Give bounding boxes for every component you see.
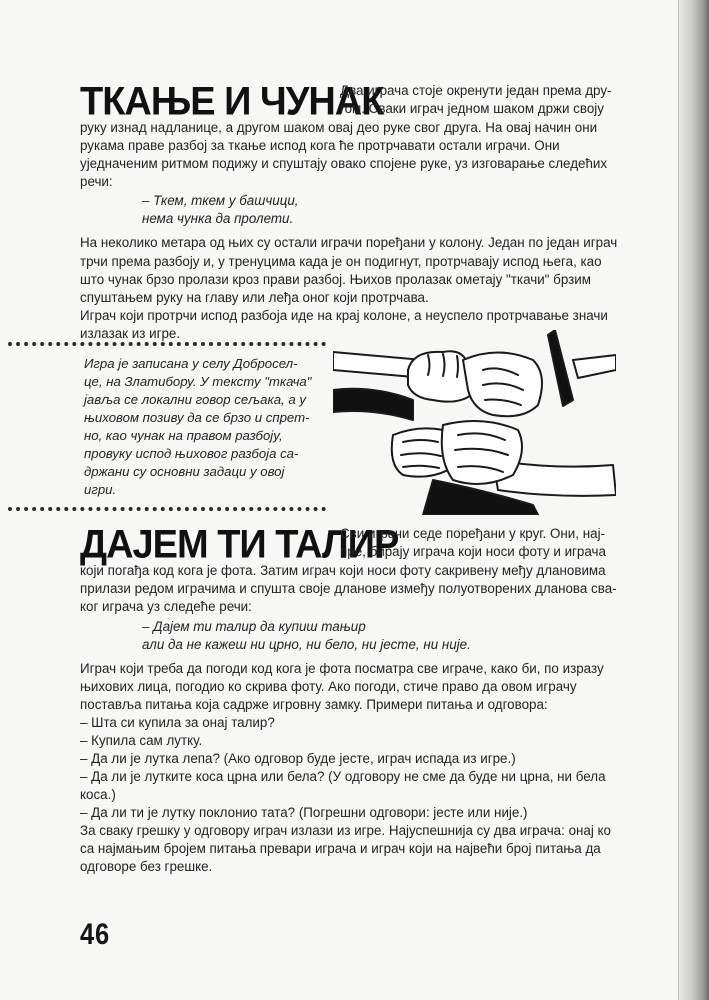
text-line: излазак из игре. (80, 326, 181, 341)
hand-shape (408, 351, 471, 401)
text-line: са најмањим бројем питања превари играча и играч који на највећи број питања да (80, 841, 601, 856)
note-line: но, као чунак на правом разбоју, (84, 428, 283, 443)
section-title-dajem: ДАЈЕМ ТИ ТАЛИР (80, 522, 399, 567)
dotted-divider (8, 342, 326, 346)
text-line: гом. Сваки играч једном шаком држи своју (340, 101, 604, 116)
text-line: пре, бирају играча који носи фоту и играча (340, 544, 606, 559)
note-line: провуку испод њиховог разбоја са- (84, 446, 299, 461)
hand-shape (442, 421, 522, 484)
text-line: трчи према разбоју и, у тренуцима када је он подигнут, протрчавају испод њега, као (80, 254, 602, 269)
verse-line: али да не кажеш ни црно, ни бело, ни јесте, ни није. (142, 637, 471, 652)
text-line: прилази редом играчима и спушта своје дланове између полуотворених дланова сва- (80, 581, 617, 596)
note-line: њиховом позиву да се брзо и спрет- (84, 410, 310, 425)
text-line: На неколико метара од њих су остали играчи поређани у колону. Један по један играч (80, 235, 618, 250)
arm-shape (573, 355, 616, 378)
text-line: спуштањем руку на главу или леђа оног који протрчава. (80, 290, 429, 305)
arm-shape (333, 389, 413, 420)
arm-shape (548, 330, 573, 406)
text-line: речи: (80, 174, 113, 189)
verse-line: нема чунка да пролети. (142, 211, 294, 226)
text-line: рукама праве разбој за ткање испод кога ће протрчавати остали играчи. Они (80, 138, 560, 153)
section-title-tkanje: ТКАЊЕ И ЧУНАК (80, 79, 384, 124)
text-line: уједначеним ритмом подижу и спуштају овако спојене руке, уз изговарање следећих (80, 156, 608, 171)
text-line: руку изнад надланице, а другом шаком овај део руке свог друга. На овај начин они (80, 120, 598, 135)
text-line: њихових лица, погодио ко скрива фоту. Ако погоди, стиче право да овом играчу (80, 679, 577, 694)
text-line: Играч који треба да погоди код кога је фота посматра све играче, како би, по изразу (80, 661, 604, 676)
text-line: што чунак брзо пролази кроз прави разбој. Њихов пролазак ометају "ткачи" брзим (80, 272, 591, 287)
note-line: це, на Златибору. У тексту "ткача" (84, 374, 312, 389)
text-line: – Да ли је лутките коса црна или бела? (У одговору не сме да буде ни црна, ни бела (80, 769, 606, 784)
note-line: Игра је записана у селу Добросел- (84, 356, 298, 371)
verse-line: – Дајем ти талир да купиш тањир (142, 619, 366, 634)
note-line: игри. (84, 482, 117, 497)
verse-line: – Ткем, ткем у башчици, (142, 193, 299, 208)
text-line: коса.) (80, 787, 116, 802)
text-line: Два играча стоје окренути један према дру- (340, 83, 612, 98)
note-line: држани су основни задаци у овој (84, 464, 285, 479)
text-line: ког играча уз следеће речи: (80, 599, 252, 614)
text-line: – Шта си купила за онај талир? (80, 715, 275, 730)
note-line: јавља се локални говор сељака, а у (84, 392, 306, 407)
text-line: који погађа код кога је фота. Затим играч који носи фоту сакривену међу длановима (80, 563, 606, 578)
side-note (84, 355, 314, 499)
text-line: За сваку грешку у одговору играч излази из игре. Најуспешнија су два играча: онај ко (80, 823, 612, 838)
dotted-divider (8, 507, 326, 511)
text-line: – Купила сам лутку. (80, 733, 203, 748)
text-line: поставља питања која садрже игровну замку. Примери питања и одговора: (80, 697, 548, 712)
text-line: Сви играчи седе поређани у круг. Они, нај- (340, 526, 605, 541)
text-line: – Да ли ти је лутку поклонио тата? (Погрешни одговори: јесте или није.) (80, 805, 528, 820)
text-line: одговоре без грешке. (80, 859, 213, 874)
text-line: Играч који протрчи испод разбоја иде на крај колоне, а неуспело протрчавање значи (80, 308, 608, 323)
page-edge-shadow (679, 0, 709, 1000)
page-number: 46 (80, 918, 111, 951)
interlocked-hands-illustration (333, 330, 616, 515)
text-line: – Да ли је лутка лепа? (Ако одговор буде јесте, играч испада из игре.) (80, 751, 516, 766)
